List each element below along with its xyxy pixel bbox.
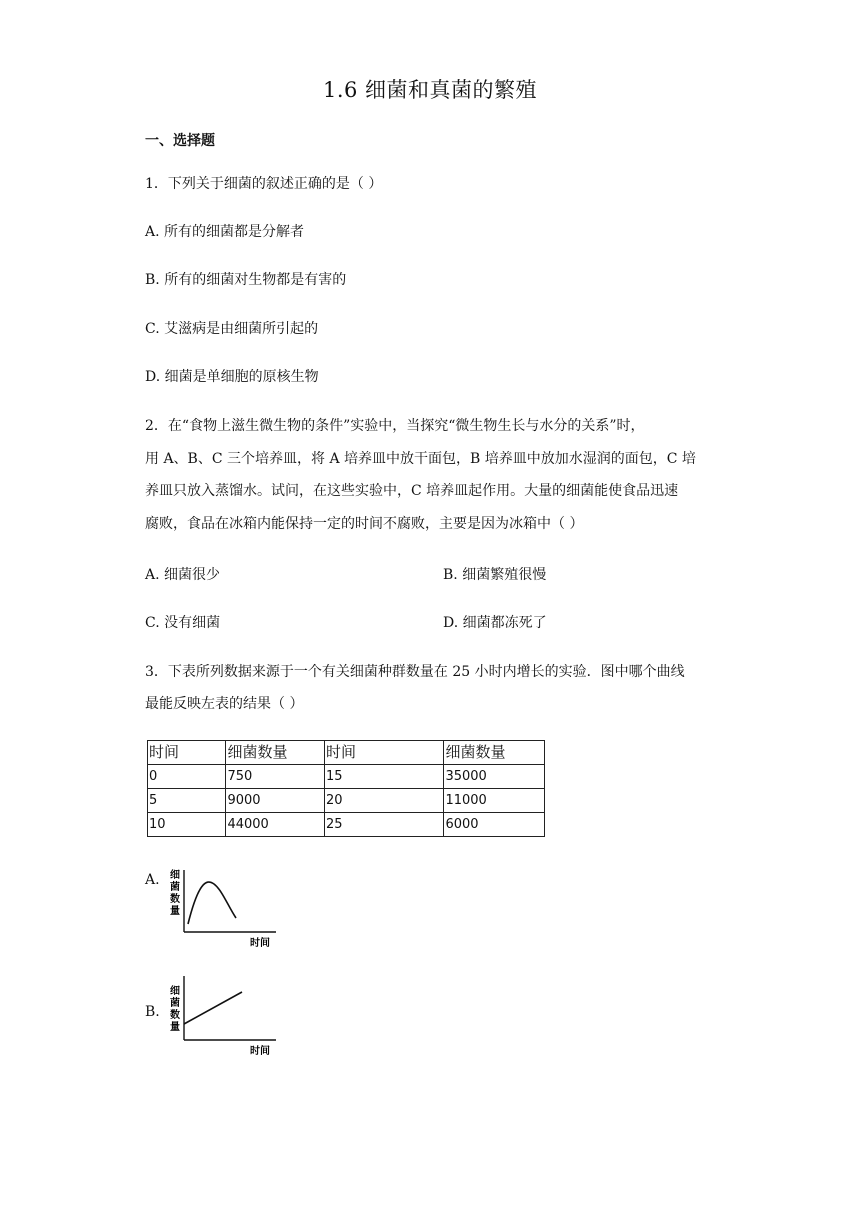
table-cell: 10 [148,813,226,837]
graph-b-ylabel-char: 菌 [170,998,180,1009]
question-1-stem: 1．下列关于细菌的叙述正确的是（ ） [145,176,383,192]
graph-a-ylabel-char: 细 [170,870,180,881]
table-cell: 5 [148,789,226,813]
graph-a-label: A. [145,872,160,888]
table-cell: 25 [325,813,444,837]
table-row [148,813,545,837]
question-2-line-4: 腐败，食品在冰箱内能保持一定的时间不腐败，主要是因为冰箱中（ ） [145,516,584,532]
table-header-row [148,741,545,765]
graph-b-ylabel-char: 数 [170,1010,180,1021]
question-2-option-d: D. 细菌都冻死了 [443,615,547,631]
table-header-cell: 时间 [148,741,226,765]
graph-b-label: B. [145,1004,160,1020]
question-1-option-d: D. 细菌是单细胞的原核生物 [145,369,319,385]
table-cell: 750 [226,765,325,789]
table-cell: 6000 [444,813,545,837]
question-3-line-1: 3．下表所列数据来源于一个有关细菌种群数量在 25 小时内增长的实验．图中哪个曲线 [145,664,685,680]
graph-a-ylabel-char: 数 [170,894,180,905]
table-header-cell: 时间 [325,741,444,765]
question-2-line-3: 养皿只放入蒸馏水。试问，在这些实验中，C 培养皿起作用。大量的细菌能使食品迅速 [145,483,679,499]
graph-a-curve [188,882,236,924]
graph-a-ylabel-char: 菌 [170,882,180,893]
graph-b-ylabel-char: 量 [170,1022,180,1033]
graph-b-xlabel: 时间 [250,1046,270,1057]
table-row [148,789,545,813]
table-header-cell: 细菌数量 [226,741,325,765]
question-3-line-2: 最能反映左表的结果（ ） [145,696,304,712]
section-heading: 一、选择题 [145,133,215,149]
question-2-line-2: 用 A、B、C 三个培养皿，将 A 培养皿中放干面包，B 培养皿中放加水湿润的面包，C 培 [145,451,696,467]
bacteria-data-table [147,740,545,837]
table-cell: 9000 [226,789,325,813]
graph-a [166,866,282,950]
table-cell: 11000 [444,789,545,813]
question-2-option-a: A. 细菌很少 [145,567,221,583]
table-cell: 15 [325,765,444,789]
graph-a-xlabel: 时间 [250,938,270,949]
question-2-option-b: B. 细菌繁殖很慢 [443,567,547,583]
question-1-option-a: A. 所有的细菌都是分解者 [145,224,305,240]
table-row [148,765,545,789]
table-cell: 44000 [226,813,325,837]
question-2-option-c: C. 没有细菌 [145,615,221,631]
graph-b-line [184,992,242,1024]
question-2-line-1: 2．在“食物上滋生微生物的条件”实验中，当探究“微生物生长与水分的关系”时， [145,418,645,434]
table-cell: 20 [325,789,444,813]
table-cell: 35000 [444,765,545,789]
graph-a-ylabel-char: 量 [170,906,180,917]
table-cell: 0 [148,765,226,789]
graph-b [166,972,282,1058]
page-title: 1.6 细菌和真菌的繁殖 [322,78,538,102]
question-1-option-b: B. 所有的细菌对生物都是有害的 [145,272,347,288]
graph-b-ylabel-char: 细 [170,986,180,997]
table-header-cell: 细菌数量 [444,741,545,765]
question-1-option-c: C. 艾滋病是由细菌所引起的 [145,321,319,337]
